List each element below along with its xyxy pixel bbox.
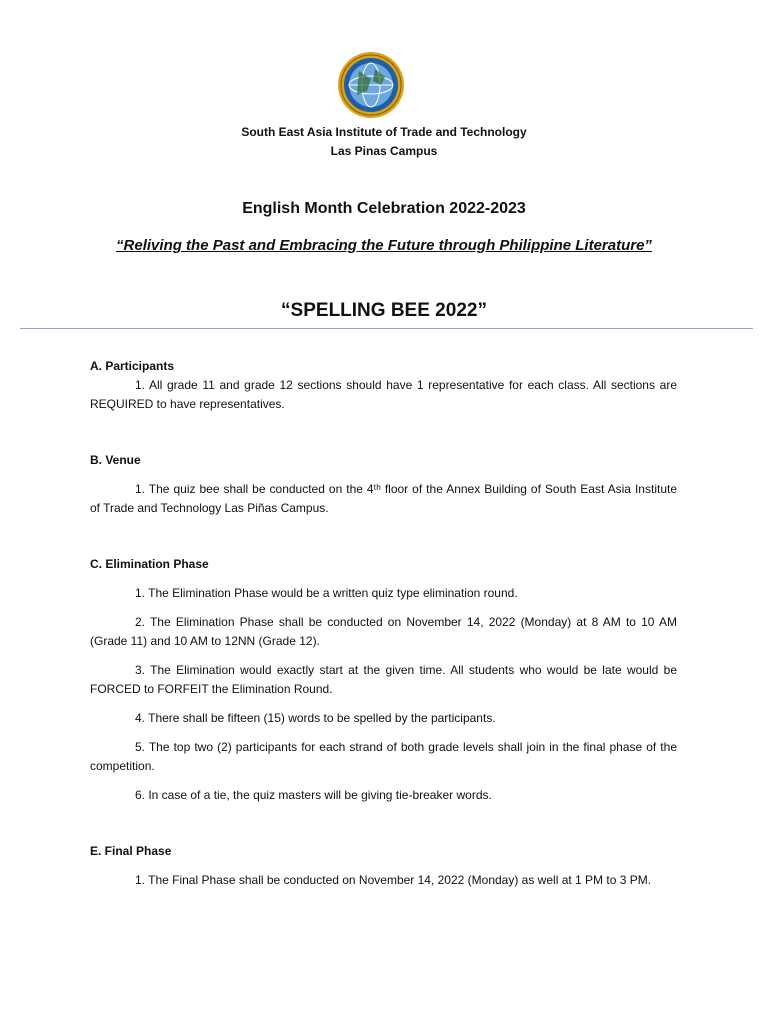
institution-header bbox=[0, 123, 768, 161]
elimination-item-2: 2. The Elimination Phase shall be conducted on November 14, 2022 (Monday) at 8 AM to 10 AM (Grade 11) and 10 AM to 12NN (Grade 12). bbox=[90, 615, 677, 648]
elimination-item-3: 3. The Elimination would exactly start at the given time. All students who would be late would be FORCED to FORFEIT the Elimination Round. bbox=[90, 663, 677, 696]
section-heading-venue: B. Venue bbox=[90, 453, 141, 467]
section-heading-elimination: C. Elimination Phase bbox=[90, 557, 209, 571]
school-logo bbox=[337, 51, 405, 119]
participants-item-1: 1. All grade 11 and grade 12 sections should have 1 representative for each class. All sections are REQUIRED to have representatives. bbox=[90, 378, 677, 411]
logo-seal-icon bbox=[337, 51, 405, 119]
elimination-item-5: 5. The top two (2) participants for each strand of both grade levels shall join in the final phase of the competition. bbox=[90, 740, 677, 773]
section-heading-participants: A. Participants bbox=[90, 359, 175, 373]
event-title: English Month Celebration 2022-2023 bbox=[242, 200, 526, 217]
divider bbox=[20, 328, 753, 329]
document-body bbox=[90, 357, 677, 890]
elimination-item-4: 4. There shall be fifteen (15) words to be spelled by the participants. bbox=[135, 711, 496, 725]
elimination-item-6: 6. In case of a tie, the quiz masters will be giving tie-breaker words. bbox=[135, 788, 492, 802]
event-theme: “Reliving the Past and Embracing the Future through Philippine Literature” bbox=[116, 237, 652, 254]
venue-item-1: 1. The quiz bee shall be conducted on the 4ᵗʰ floor of the Annex Building of South East Asia Institute of Trade and Technology Las Piñas Campus. bbox=[90, 482, 677, 515]
elimination-item-1: 1. The Elimination Phase would be a written quiz type elimination round. bbox=[135, 586, 518, 600]
document-title: “SPELLING BEE 2022” bbox=[281, 300, 487, 321]
final-item-1: 1. The Final Phase shall be conducted on November 14, 2022 (Monday) as well at 1 PM to 3 PM. bbox=[135, 873, 652, 887]
section-heading-final: E. Final Phase bbox=[90, 844, 172, 858]
campus-name: Las Pinas Campus bbox=[330, 144, 438, 158]
institution-name: South East Asia Institute of Trade and Technology bbox=[241, 125, 527, 139]
